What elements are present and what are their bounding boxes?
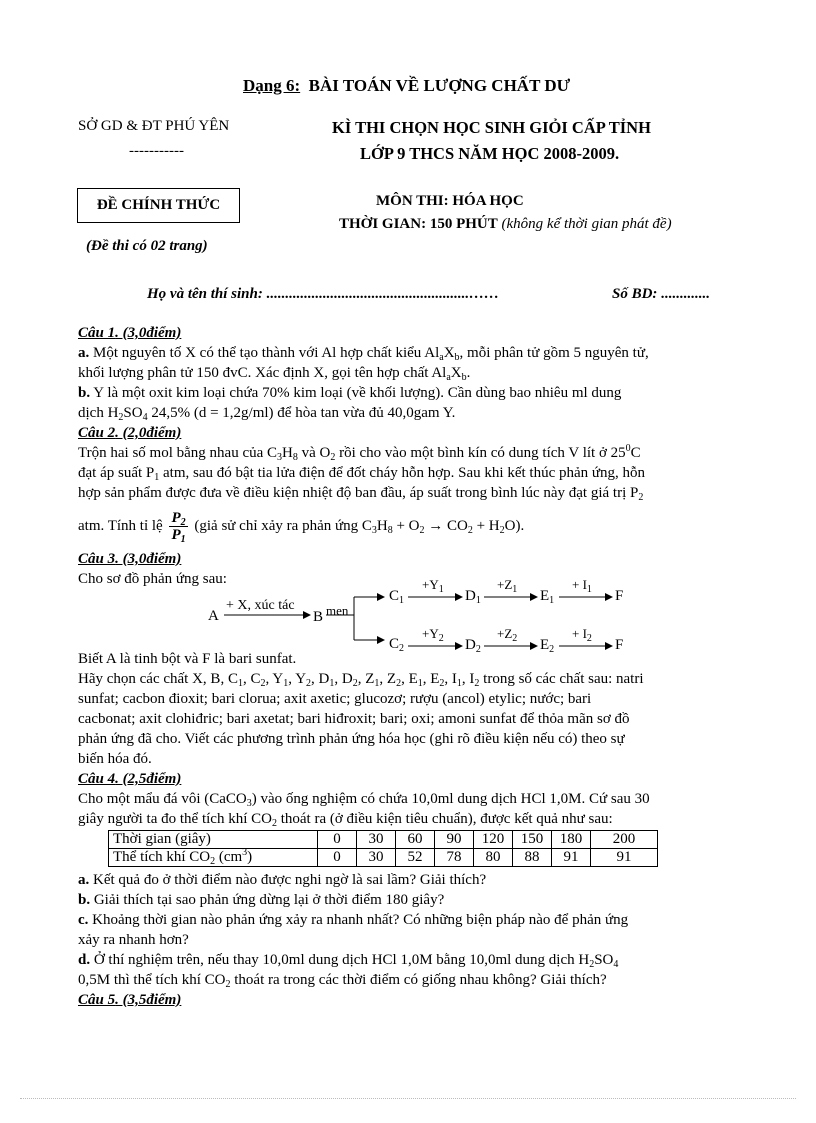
department-name: SỞ GD & ĐT PHÚ YÊN	[78, 118, 230, 134]
d1-sub: 1	[475, 595, 481, 606]
question-4-parts	[78, 870, 758, 1010]
q4-a-text: Kết quả đo ở thời điểm nào được nghi ngờ là sai lầm? Giải thích?	[89, 872, 487, 888]
q1-b-text2c: 24,5% (d = 1,2g/ml) để hòa tan vừa đủ 40,0gam Y.	[147, 405, 456, 421]
q2-l4d: + O	[392, 518, 420, 534]
q4-c-label: c.	[78, 912, 89, 928]
question-3-body	[78, 649, 758, 769]
table-cell: 180	[552, 831, 591, 849]
q2-l4c: H	[376, 518, 388, 534]
q1-a-label: a.	[78, 345, 90, 361]
node-e1	[540, 588, 554, 605]
label-y1	[422, 577, 444, 593]
node-f1: F	[615, 588, 624, 604]
exam-title-1: KÌ THI CHỌN HỌC SINH GIỎI CẤP TỈNH	[332, 118, 651, 137]
q4-l2a: giây người ta đo thể tích khí CO	[78, 811, 272, 827]
q1-points: . (3,0điểm)	[115, 325, 182, 341]
q4-c1	[78, 910, 758, 930]
pressure-ratio: $\frac{P_2}{P_1}$	[171, 510, 186, 546]
time-label: THỜI GIAN: 150 PHÚT	[339, 216, 498, 232]
q2-line3: hợp sản phẩm được đưa về điều kiện nhiệt độ ban đầu, áp suất trong bình lúc này đạt giá trị $P_2$	[78, 485, 644, 503]
official-label: ĐỀ CHÍNH THỨC	[96, 197, 221, 213]
label-z2	[497, 626, 517, 642]
q2-l4e: → CO	[424, 518, 468, 534]
d1-text: D	[465, 588, 476, 604]
table-cell: 90	[435, 831, 474, 849]
q2-l1c: và O	[297, 445, 331, 461]
q2-l3: hợp sản phẩm được đưa về điều kiện nhiệt độ ban đầu, áp suất trong bình lúc này đạt giá trị P	[78, 485, 639, 501]
q4-points: . (2,5điểm)	[115, 771, 182, 787]
c1-sub: 1	[399, 595, 405, 606]
dang-label: Dạng 6:	[243, 76, 301, 95]
q1-a-line2: khối lượng phân tử 150 đvC. Xác định X, gọi tên hợp chất $Al_aX_b$.	[78, 365, 471, 383]
q2-l1d: rồi cho vào một bình kín có dung tích V lít ở 25	[335, 445, 626, 461]
question-4	[78, 769, 758, 829]
y1-text: +Y	[422, 577, 439, 592]
table-cell: 88	[513, 849, 552, 867]
q2-points: . (2,0điểm)	[115, 425, 182, 441]
q4-d-label: d.	[78, 952, 91, 968]
q4-d-text2b: thoát ra trong các thời điểm có giống nhau không? Giải thích?	[230, 972, 607, 988]
e1-text: E	[540, 588, 550, 604]
frac-den: P	[171, 527, 181, 544]
q2-line4: atm. Tính tỉ lệ $\frac{P_2}{P_1}$ (giả sử chỉ xảy ra phản ứng $C_3H_8 + O_2 \to CO_2 + H_2O$).	[78, 510, 525, 546]
q2-l2: đạt áp suất P	[78, 465, 155, 481]
q1-b-text2a: dịch H	[78, 405, 119, 421]
q3-l3: sunfat; cacbon đioxit; bari clorua; axit axetic; glucozơ; rượu (ancol) etylic; nước; bari	[78, 691, 592, 707]
table-cell: 200	[591, 831, 658, 849]
table-cell: 0	[318, 831, 357, 849]
node-b: B	[313, 609, 324, 625]
node-c1	[389, 588, 404, 605]
q3-intro: Cho sơ đồ phản ứng sau:	[78, 571, 227, 587]
d2-text: D	[465, 637, 476, 653]
q4-l2: giây người ta đo thể tích khí $CO_2$ thoát ra (ở điều kiện tiêu chuẩn), được kết quả như sau:	[78, 811, 613, 829]
q4-a-label: a.	[78, 872, 90, 888]
q4-c-text1: Khoảng thời gian nào phản ứng xảy ra nhanh nhất? Có những biện pháp nào để phản ứng	[88, 912, 629, 928]
q1-b-line2: dịch $H_2SO_4$ 24,5% (d = 1,2g/ml) để hòa tan vừa đủ 40,0gam Y.	[78, 405, 456, 423]
c2-text: C	[389, 636, 400, 652]
q3-title-text: Câu 3	[78, 551, 116, 567]
q1-a-text2: khối lượng phân tử 150 đvC. Xác định X, gọi tên hợp chất Al	[78, 365, 447, 381]
volume-label-c: )	[247, 849, 253, 865]
page-footer-rule	[20, 1098, 796, 1099]
table-row	[109, 849, 658, 867]
q4-title-text: Câu 4	[78, 771, 116, 787]
table-cell: 78	[435, 849, 474, 867]
q5-title-text: Câu 5	[78, 992, 116, 1008]
i1-sub: 1	[586, 584, 592, 595]
q2-title-text: Câu 2	[78, 425, 116, 441]
q1-a-line1: a. Một nguyên tố X có thể tạo thành với Al hợp chất kiểu $Al_aX_b$, mỗi phân tử gồm 5 nguyên tử,	[78, 345, 649, 363]
q2-l4a: atm. Tính tỉ lệ	[78, 518, 163, 534]
q4-b	[78, 890, 758, 910]
y2-text: +Y	[422, 626, 439, 641]
q2-l4f: + H	[472, 518, 500, 534]
q1-a-text1: Một nguyên tố X có thể tạo thành với Al hợp chất kiểu Al	[89, 345, 440, 361]
q3-l2: Hãy chọn các chất X, B, $C_1$, $C_2$, $Y_1$, $Y_2$, $D_1$, $D_2$, $Z_1$, $Z_2$, $E_1$, $E_2$, $I_1$, $I_2$ trong số các chất sau: natri	[78, 671, 644, 689]
gas-volume-table	[108, 830, 658, 867]
table-cell: 91	[591, 849, 658, 867]
q4-d-text2a: 0,5M thì thể tích khí CO	[78, 972, 226, 988]
q3-l2r: trong số các chất sau: natri	[479, 671, 644, 687]
q4-l2b: thoát ra (ở điều kiện tiêu chuẩn), được kết quả như sau:	[276, 811, 613, 827]
table-cell: 150	[513, 831, 552, 849]
q1-b-text2b: SO	[123, 405, 143, 421]
q4-a	[78, 870, 758, 890]
e2-text: E	[540, 637, 550, 653]
subject: MÔN THI: HÓA HỌC	[376, 193, 524, 209]
label-x-catalyst: + X, xúc tác	[226, 598, 295, 613]
table-cell: 120	[474, 831, 513, 849]
e1-sub: 1	[549, 595, 555, 606]
candidate-dots: ......................................................……	[266, 286, 500, 302]
i2-text: + I	[572, 626, 587, 641]
table-cell: 0	[318, 849, 357, 867]
q2-l1e: C	[630, 445, 641, 461]
y2-sub: 2	[438, 633, 444, 644]
c2-sub: 2	[399, 643, 405, 654]
q3-points: . (3,0điểm)	[115, 551, 182, 567]
q1-a-text1b: , mỗi phân tử gồm 5 nguyên tử,	[459, 345, 649, 361]
frac-num: P	[171, 510, 181, 527]
table-cell: 52	[396, 849, 435, 867]
d2-sub: 2	[475, 644, 481, 655]
volume-label-b: (cm	[215, 849, 243, 865]
q4-b-text: Giải thích tại sao phản ứng dừng lại ở thời điểm 180 giây?	[90, 892, 445, 908]
i2-sub: 2	[586, 633, 592, 644]
label-y2	[422, 626, 444, 642]
c1-text: C	[389, 588, 400, 604]
node-f2: F	[615, 637, 624, 653]
department-dashes: -----------	[129, 143, 184, 159]
time-note: (không kể thời gian phát đề)	[501, 216, 672, 232]
z2-text: +Z	[497, 626, 513, 641]
q4-b-label: b.	[78, 892, 91, 908]
label-i1	[572, 577, 592, 593]
volume-label-a: Thể tích khí CO	[113, 849, 211, 865]
q3-l6: biến hóa đó.	[78, 751, 152, 767]
label-men: men	[326, 603, 349, 618]
table-row	[109, 831, 658, 849]
label-z1	[497, 577, 517, 593]
q4-d1: d. Ở thí nghiệm trên, nếu thay 10,0ml dung dịch HCl 1,0M bằng 10,0ml dung dịch $H_2SO_4$	[78, 952, 619, 970]
e2-sub: 2	[549, 644, 555, 655]
i1-text: + I	[572, 577, 587, 592]
q3-l4: cacbonat; axit clohiđric; bari axetat; bari hiđroxit; bari; oxi; amoni sunfat để thỏa mãn sơ đồ	[78, 711, 630, 727]
q4-l1: Cho một mẩu đá vôi (CaCO$_3$) vào ống nghiệm có chứa 10,0ml dung dịch HCl 1,0M. Cứ sau 30	[78, 791, 650, 809]
sbd-label: Số BD:	[612, 286, 658, 302]
q2-l4b: (giả sử chỉ xảy ra phản ứng C	[194, 518, 372, 534]
table-cell: 91	[552, 849, 591, 867]
z1-text: +Z	[497, 577, 513, 592]
q4-l1a: Cho một mẩu đá vôi (CaCO	[78, 791, 247, 807]
q3-l1: Biết A là tinh bột và F là bari sunfat.	[78, 651, 297, 667]
pages-note: (Đề thi có 02 trang)	[86, 238, 208, 254]
q2-line2: đạt áp suất $P_1$ atm, sau đó bật tia lửa điện để đốt cháy hỗn hợp. Sau khi kết thúc phản ứng, hỗn	[78, 465, 646, 483]
q5-title	[78, 990, 758, 1010]
q2-line1: Trộn hai số mol bằng nhau của $C_3H_8$ và $O_2$ rồi cho vào một bình kín có dung tích V lít ở $25^0C$	[78, 443, 641, 463]
q2-l2b: atm, sau đó bật tia lửa điện để đốt cháy hỗn hợp. Sau khi kết thúc phản ứng, hỗn	[159, 465, 646, 481]
row-label-volume: Thể tích khí $CO_2$ $(cm^3)$	[109, 849, 318, 867]
table-cell: 80	[474, 849, 513, 867]
row-label-time: Thời gian (giây)	[109, 831, 318, 849]
q2-l4g: O).	[504, 518, 525, 534]
y1-sub: 1	[438, 584, 444, 595]
z1-sub: 1	[512, 584, 518, 595]
q2-l1b: H	[282, 445, 293, 461]
node-a: A	[208, 608, 219, 624]
label-i2	[572, 626, 592, 642]
q4-d-text1a: Ở thí nghiệm trên, nếu thay 10,0ml dung dịch HCl 1,0M bằng 10,0ml dung dịch H	[90, 952, 590, 968]
z2-sub: 2	[512, 633, 518, 644]
q5-points: . (3,5điểm)	[115, 992, 182, 1008]
q2-l1a: Trộn hai số mol bằng nhau của C	[78, 445, 278, 461]
q4-d-text1b: SO	[594, 952, 614, 968]
q4-title	[78, 769, 758, 789]
candidate-label: Họ và tên thí sinh:	[147, 286, 263, 302]
q4-l1b: ) vào ống nghiệm có chứa 10,0ml dung dịch HCl 1,0M. Cứ sau 30	[251, 791, 650, 807]
table-cell: 30	[357, 831, 396, 849]
table-cell: 60	[396, 831, 435, 849]
q1-b-label: b.	[78, 385, 91, 401]
q3-l5: phản ứng đã cho. Viết các phương trình phản ứng hóa học (ghi rõ điều kiện nếu có) theo sự	[78, 731, 625, 747]
exam-title-2: LỚP 9 THCS NĂM HỌC 2008-2009.	[360, 144, 620, 163]
q1-title-text: Câu 1	[78, 325, 116, 341]
q4-c2: xảy ra nhanh hơn?	[78, 932, 189, 948]
q3-l2-text: Hãy chọn các chất X, B, C	[78, 671, 238, 687]
node-d1	[465, 588, 481, 605]
table-cell: 30	[357, 849, 396, 867]
sbd-dots: .............	[661, 286, 710, 302]
q1-b-text1: Y là một oxit kim loại chứa 70% kim loại (về khối lượng). Cần dùng bao nhiêu ml dung	[90, 385, 622, 401]
dang-title: BÀI TOÁN VỀ LƯỢNG CHẤT DƯ	[308, 76, 571, 95]
q4-d2: 0,5M thì thể tích khí $CO_2$ thoát ra trong các thời điểm có giống nhau không? Giải thích?	[78, 972, 607, 990]
